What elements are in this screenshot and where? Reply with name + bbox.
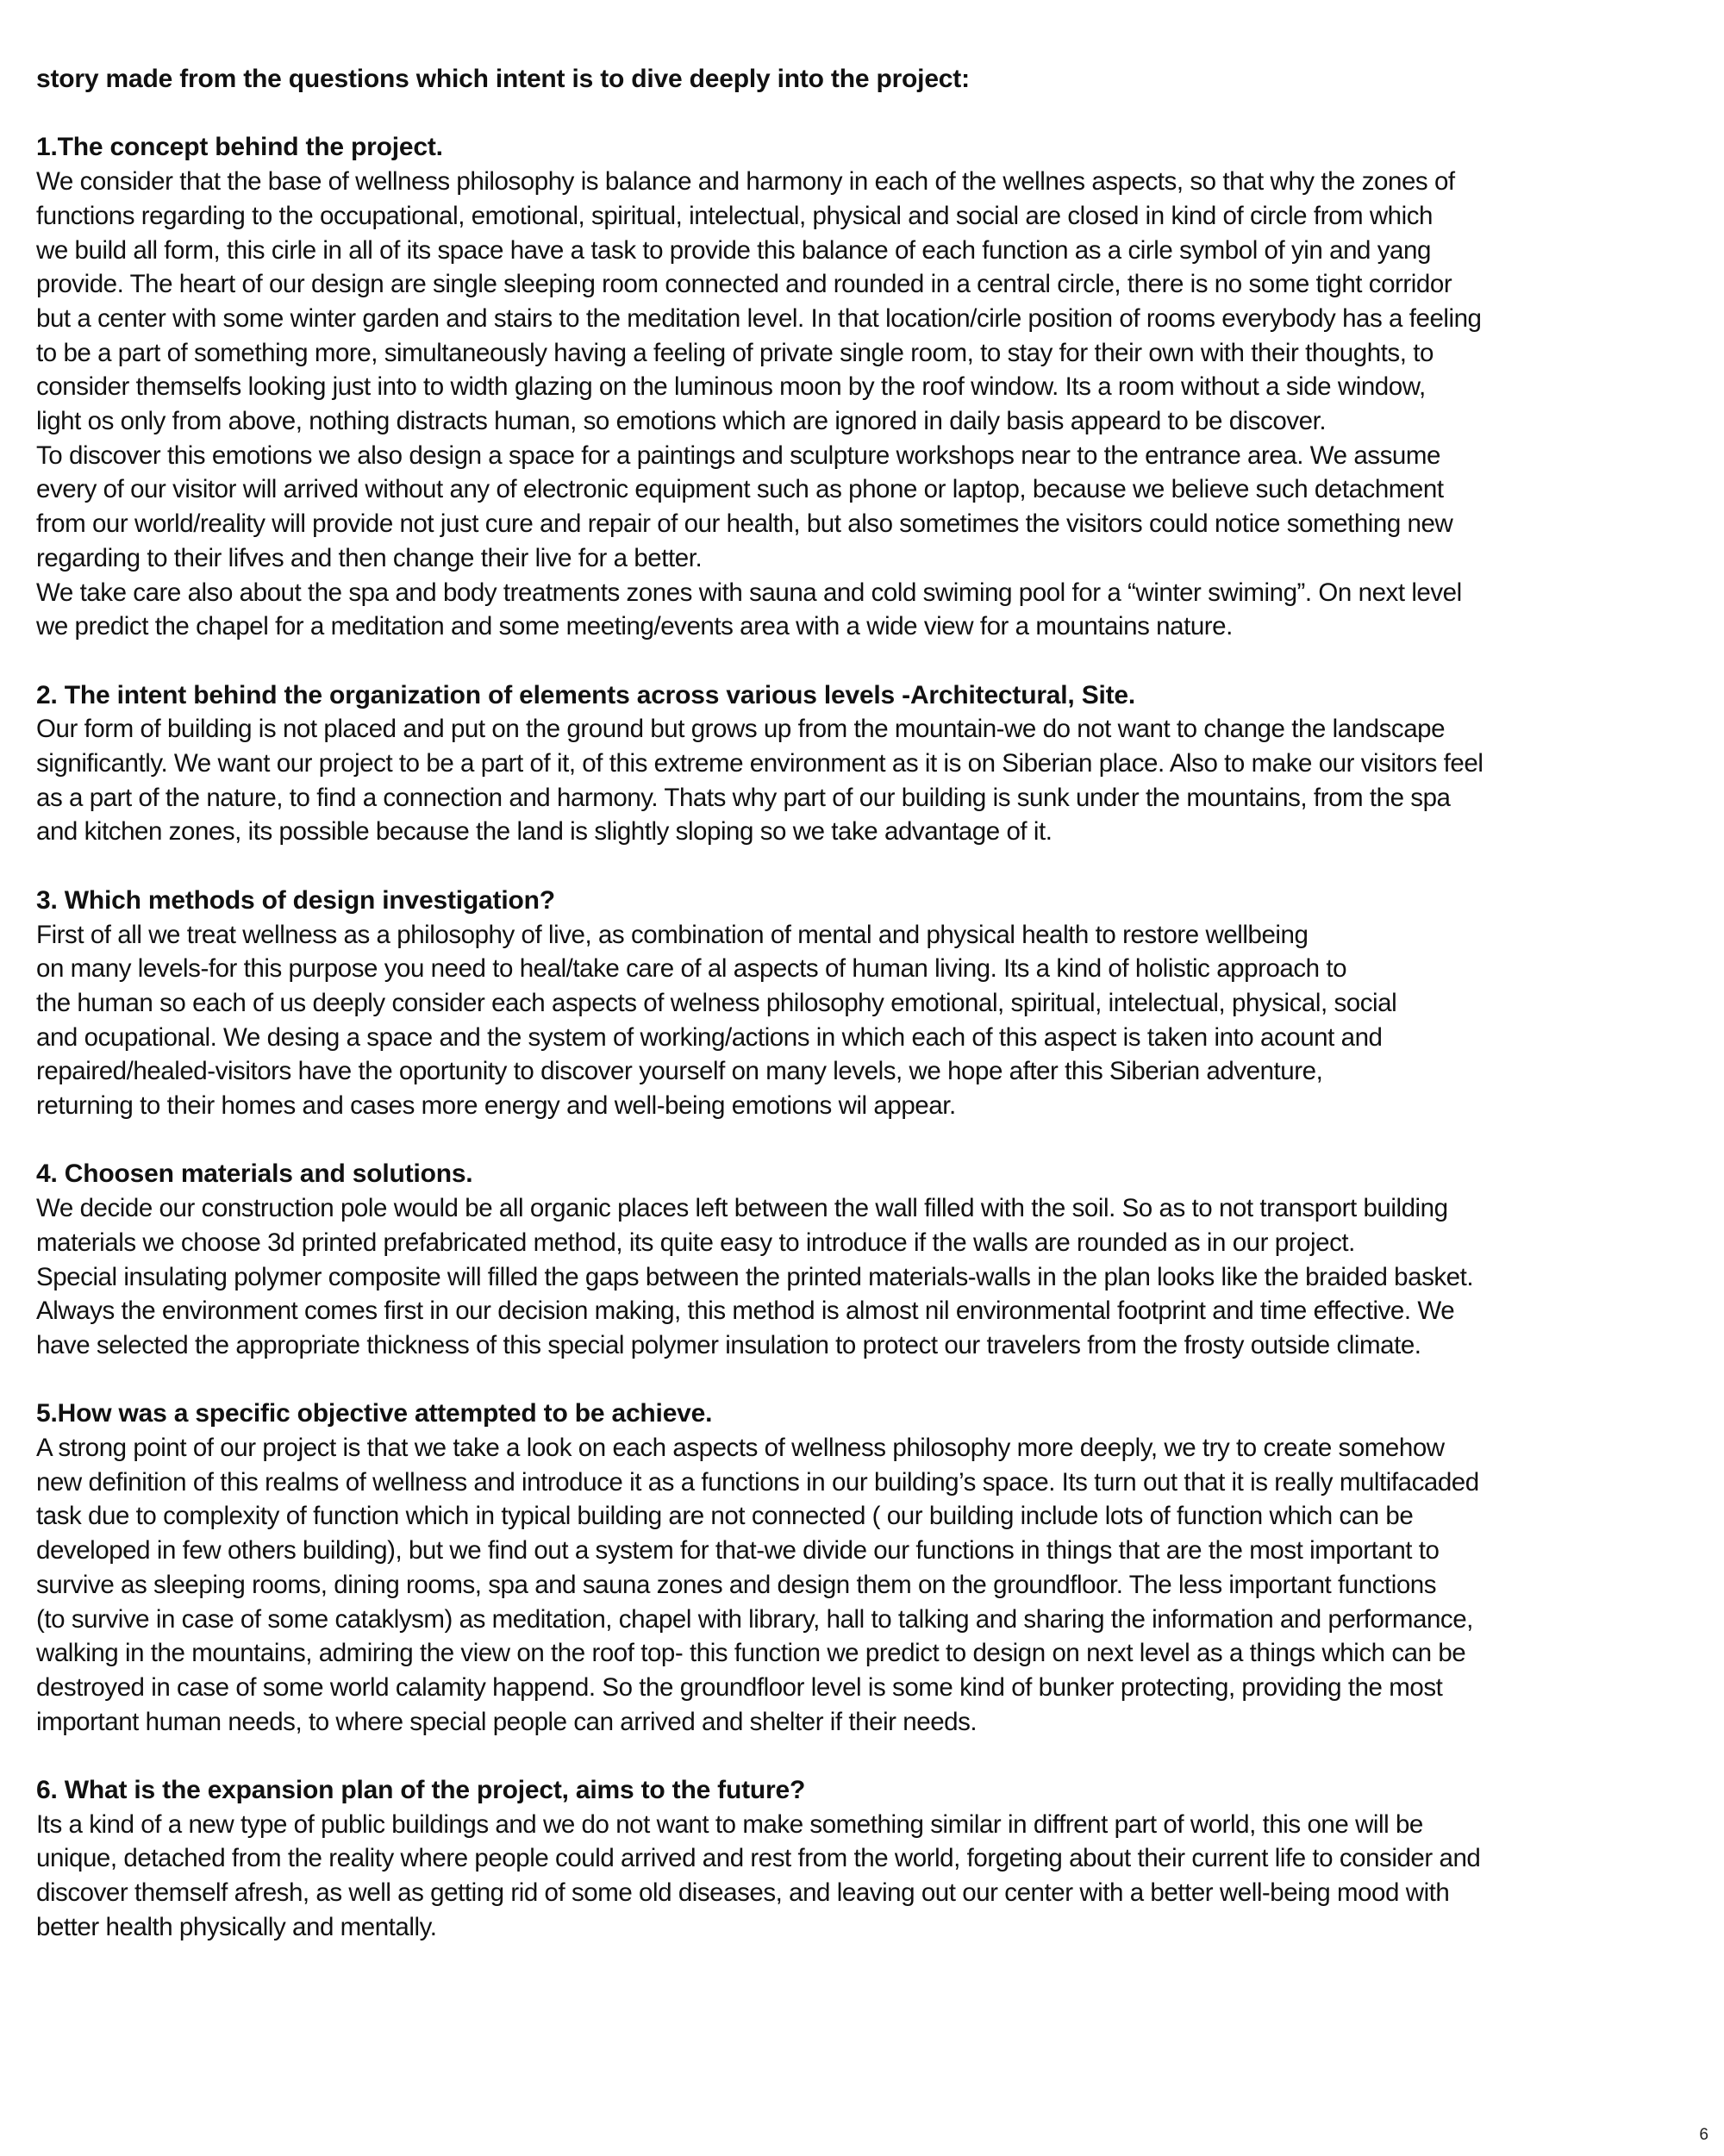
- section-line: (to survive in case of some cataklysm) as meditation, chapel with library, hall to talking and sharing the information and performance,: [36, 1604, 1473, 1634]
- section-line: but a center with some winter garden and stairs to the meditation level. In that location/cirle position of rooms everybody has a feeling: [36, 303, 1482, 333]
- section-line: returning to their homes and cases more energy and well-being emotions wil appear.: [36, 1091, 956, 1121]
- section-line: as a part of the nature, to find a connection and harmony. Thats why part of our building is sunk under the mountains, from the spa: [36, 783, 1451, 812]
- section-line: survive as sleeping rooms, dining rooms, spa and sauna zones and design them on the groundfloor. The less important functions: [36, 1570, 1437, 1599]
- section-line: regarding to their lifves and then change their live for a better.: [36, 543, 703, 572]
- section-methods: [36, 884, 1717, 1123]
- section-line: walking in the mountains, admiring the view on the roof top- this function we predict to design on next level as a things which can be: [36, 1639, 1466, 1668]
- section-heading: 1.The concept behind the project.: [36, 133, 443, 162]
- section-line: First of all we treat wellness as a philosophy of live, as combination of mental and physical health to restore wellbeing: [36, 920, 1309, 949]
- document-page: [36, 62, 1717, 1978]
- section-heading: 5.How was a specific objective attempted to be achieve.: [36, 1399, 713, 1428]
- section-line: to be a part of something more, simultaneously having a feeling of private single room, to stay for their own with their thoughts, to: [36, 338, 1434, 367]
- section-line: important human needs, to where special people can arrived and shelter if their needs.: [36, 1707, 978, 1736]
- section-line: We decide our construction pole would be all organic places left between the wall filled with the soil. So as to not transport building: [36, 1194, 1448, 1223]
- section-line: we build all form, this cirle in all of its space have a task to provide this balance of each function as a cirle symbol of yin and yang: [36, 235, 1431, 265]
- section-line: developed in few others building), but we find out a system for that-we divide our functions in things that are the most important to: [36, 1536, 1440, 1565]
- section-line: materials we choose 3d printed prefabricated method, its quite easy to introduce if the walls are rounded as in our project.: [36, 1228, 1355, 1257]
- section-line: on many levels-for this purpose you need to heal/take care of al aspects of human living. Its a kind of holistic approach to: [36, 954, 1347, 984]
- section-line: the human so each of us deeply consider each aspects of welness philosophy emotional, spiritual, intelectual, physical, social: [36, 988, 1397, 1017]
- section-line: every of our visitor will arrived without any of electronic equipment such as phone or laptop, because we believe such detachment: [36, 475, 1444, 504]
- section-line: provide. The heart of our design are single sleeping room connected and rounded in a central circle, there is no some tight corridor: [36, 270, 1452, 299]
- section-heading: 3. Which methods of design investigation?: [36, 885, 555, 915]
- section-heading: 4. Choosen materials and solutions.: [36, 1159, 473, 1189]
- section-objective: [36, 1397, 1717, 1739]
- section-line: significantly. We want our project to be a part of it, of this extreme environment as it is on Siberian place. Also to make our visitors feel: [36, 749, 1484, 778]
- section-line: and ocupational. We desing a space and the system of working/actions in which each of this aspect is taken into acount and: [36, 1022, 1383, 1052]
- section-line: and kitchen zones, its possible because the land is slightly sloping so we take advantage of it.: [36, 817, 1053, 847]
- section-line: Always the environment comes first in our decision making, this method is almost nil environmental footprint and time effective. We: [36, 1297, 1455, 1326]
- page-number: 6: [1699, 2126, 1708, 2144]
- section-line: unique, detached from the reality where people could arrived and rest from the world, forgeting about their current life to consider and: [36, 1844, 1481, 1873]
- section-line: from our world/reality will provide not just cure and repair of our health, but also sometimes the visitors could notice something new: [36, 509, 1453, 539]
- section-line: To discover this emotions we also design a space for a paintings and sculpture workshops near to the entrance area. We assume: [36, 441, 1440, 470]
- section-line: functions regarding to the occupational, emotional, spiritual, intelectual, physical and social are closed in kind of circle from which: [36, 201, 1434, 230]
- section-line: We take care also about the spa and body treatments zones with sauna and cold swiming pool for a “winter swiming”. On next level: [36, 578, 1462, 607]
- section-heading: 2. The intent behind the organization of elements across various levels -Architectural, Site.: [36, 680, 1136, 709]
- section-line: Its a kind of a new type of public buildings and we do not want to make something similar in diffrent part of world, this one will be: [36, 1809, 1423, 1839]
- section-line: we predict the chapel for a meditation and some meeting/events area with a wide view for a mountains nature.: [36, 612, 1233, 641]
- section-line: task due to complexity of function which in typical building are not connected ( our building include lots of function which can be: [36, 1502, 1414, 1531]
- section-line: destroyed in case of some world calamity happend. So the groundfloor level is some kind of bunker protecting, providing the most: [36, 1672, 1443, 1702]
- section-expansion: [36, 1773, 1717, 1945]
- section-line: discover themself afresh, as well as getting rid of some old diseases, and leaving out our center with a better well-being mood with: [36, 1878, 1450, 1908]
- intro-line: story made from the questions which intent is to dive deeply into the project:: [36, 65, 970, 93]
- section-line: consider themselfs looking just into to width glazing on the luminous moon by the roof window. Its a room without a side window,: [36, 372, 1426, 402]
- section-line: better health physically and mentally.: [36, 1912, 437, 1941]
- section-organization: [36, 678, 1717, 850]
- section-line: repaired/healed-visitors have the oportunity to discover yourself on many levels, we hope after this Siberian adventure,: [36, 1057, 1323, 1086]
- section-concept: [36, 130, 1717, 644]
- section-line: Our form of building is not placed and put on the ground but grows up from the mountain-we do not want to change the landscape: [36, 715, 1446, 744]
- section-line: A strong point of our project is that we take a look on each aspects of wellness philosophy more deeply, we try to create somehow: [36, 1434, 1445, 1463]
- section-line: new definition of this realms of wellness and introduce it as a functions in our building’s space. Its turn out that it is really multifacaded: [36, 1467, 1479, 1497]
- section-line: We consider that the base of wellness philosophy is balance and harmony in each of the wellnes aspects, so that why the zones of: [36, 167, 1455, 197]
- section-line: light os only from above, nothing distracts human, so emotions which are ignored in daily basis appeard to be discover.: [36, 407, 1327, 436]
- section-line: have selected the appropriate thickness of this special polymer insulation to protect our travelers from the frosty outside climate.: [36, 1330, 1421, 1359]
- section-heading: 6. What is the expansion plan of the project, aims to the future?: [36, 1776, 806, 1805]
- section-line: Special insulating polymer composite will filled the gaps between the printed materials-walls in the plan looks like the braided basket.: [36, 1262, 1474, 1291]
- section-materials: [36, 1157, 1717, 1362]
